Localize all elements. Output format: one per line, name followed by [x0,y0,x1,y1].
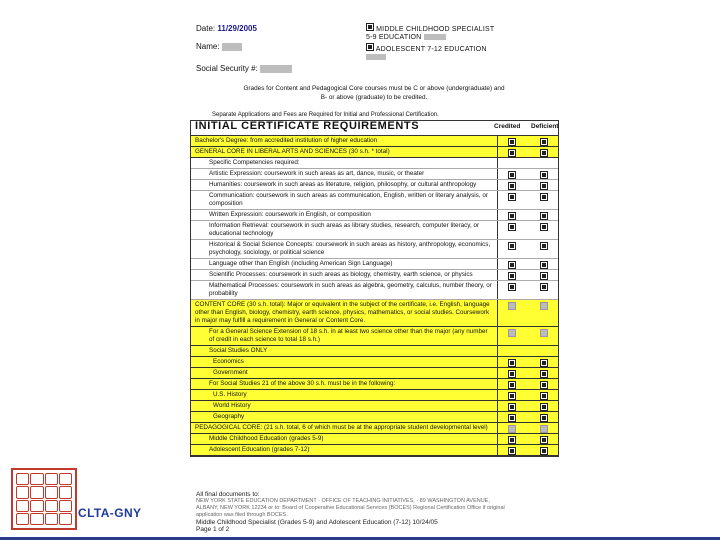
table-row [191,169,558,180]
requirement-text: Artistic Expression: coursework in such areas as art, dance, music, or theater [209,170,425,177]
status-cells [497,401,558,411]
checkbox-icon[interactable] [366,23,374,31]
requirement-text: PEDAGOGICAL CORE: (21 s.h. total, 6 of which must be at the appropriate student developmental level) [195,424,488,431]
requirement-text: Information Retrieval: coursework in such areas as library studies, research, computer literacy, or educational technology [209,222,480,237]
table-row [191,259,558,270]
requirement-text: Written Expression: coursework in English, or composition [209,211,371,218]
deficient-checkbox-icon[interactable] [540,414,548,422]
table-title-row [191,121,558,136]
credited-checkbox-icon[interactable] [508,436,516,444]
document-footer [196,491,556,533]
status-cells [497,281,558,299]
table-body [191,136,558,456]
requirements-table [190,120,559,457]
status-cells [497,136,558,146]
checkbox-label-1a: MIDDLE CHILDHOOD SPECIALIST [376,26,495,33]
fees-note: Separate Applications and Fees are Required for Initial and Professional Certification. [212,112,439,118]
status-cells [497,412,558,422]
page-number: Page 1 of 2 [196,526,230,533]
requirement-text: Social Studies ONLY [209,347,268,354]
status-cells [497,434,558,444]
credited-checkbox-icon[interactable] [508,370,516,378]
requirement-text: Geography [213,413,245,420]
status-cells [497,158,558,168]
footer-line2: NEW YORK STATE EDUCATION DEPARTMENT · OFFICE OF TEACHING INITIATIVES, · 89 WASHINGTON AVENUE, [196,498,490,504]
status-cells [497,270,558,280]
date-value: 11/29/2005 [217,24,257,33]
requirement-text: Government [213,369,248,376]
requirement-text: U.S. History [213,391,247,398]
deficient-checkbox-icon[interactable] [540,359,548,367]
table-row [191,240,558,259]
status-cells [497,368,558,378]
checkbox-label-1b: 5-9 EDUCATION [366,34,422,41]
requirement-text: Economics [213,358,244,365]
table-row [191,423,558,434]
deficient-checkbox-icon[interactable] [540,370,548,378]
credited-checkbox-icon[interactable] [508,242,516,250]
status-cells [497,221,558,239]
ssn-field [196,64,292,73]
status-cells [497,327,558,345]
footer-line5: Middle Childhood Specialist (Grades 5-9) and Adolescent Education (7-12) 10/24/05 [196,519,438,526]
credited-checkbox-icon[interactable] [508,182,516,190]
deficient-checkbox-icon[interactable] [540,381,548,389]
status-cells [497,390,558,400]
deficient-checkbox-icon[interactable] [540,261,548,269]
deficient-checkbox-icon[interactable] [540,193,548,201]
credited-checkbox-icon[interactable] [508,171,516,179]
credited-checkbox-icon[interactable] [508,212,516,220]
credited-checkbox-icon[interactable] [508,193,516,201]
table-row [191,327,558,346]
table-row [191,281,558,300]
redacted-name [222,43,242,51]
requirement-text: Middle Childhood Education (grades 5-9) [209,435,324,442]
table-row [191,147,558,158]
deficient-checkbox-icon[interactable] [540,212,548,220]
name-field [196,42,242,51]
requirement-text: Scientific Processes: coursework in such areas as biology, chemistry, earth science, or physics [209,271,473,278]
checkbox-label-2: ADOLESCENT 7-12 EDUCATION [375,46,487,53]
status-cells [497,210,558,220]
status-cells [497,180,558,190]
table-row [191,401,558,412]
checkbox-icon[interactable] [366,43,374,51]
deficient-checkbox-icon[interactable] [540,447,548,455]
credited-checkbox-icon[interactable] [508,447,516,455]
deficient-checkbox-icon[interactable] [540,138,548,146]
credited-checkbox-icon[interactable] [508,223,516,231]
name-label: Name: [196,42,220,51]
credited-checkbox-icon[interactable] [508,149,516,157]
table-row [191,412,558,423]
footer-line4: application was filed through BOCES. [196,512,288,518]
credited-checkbox-icon[interactable] [508,425,516,433]
status-cells [497,169,558,179]
credited-checkbox-icon[interactable] [508,381,516,389]
requirement-text: GENERAL CORE IN LIBERAL ARTS AND SCIENCES (30 s.h. * total) [195,148,390,155]
table-row [191,434,558,445]
table-row [191,180,558,191]
deficient-checkbox-icon[interactable] [540,272,548,280]
footer-line3: ALBANY, NEW YORK 12234 or to: Board of Cooperative Educational Services (BOCES) Regional Certification Office if original [196,505,505,511]
document-page [190,20,560,540]
status-cells [497,191,558,209]
red-seal-logo-icon [11,468,77,530]
grades-note-line1: Grades for Content and Pedagogical Core courses must be C or above (undergraduate) and [243,85,505,92]
deficient-checkbox-icon[interactable] [540,182,548,190]
table-title: INITIAL CERTIFICATE REQUIREMENTS [195,120,420,132]
requirement-text: For Social Studies 21 of the above 30 s.h. must be in the following: [209,380,396,387]
credited-checkbox-icon[interactable] [508,414,516,422]
requirement-text: CONTENT CORE (30 s.h. total): Major or equivalent in the subject of the certificate, i.e. English, language other than English, biology, chemistry, earth science, physics, mathematics, or social studies. Coursework in major may fulfill a requirement in General or Content Core. [195,301,490,324]
redacted-ssn [260,65,292,73]
deficient-checkbox-icon[interactable] [540,149,548,157]
requirement-text: World History [213,402,251,409]
table-row [191,346,558,357]
table-row [191,379,558,390]
deficient-checkbox-icon[interactable] [540,242,548,250]
deficient-checkbox-icon[interactable] [540,283,548,291]
requirement-text: Communication: coursework in such areas as communication, English, written or literary analysis, or composition [209,192,488,207]
deficient-checkbox-icon[interactable] [540,302,548,310]
credited-checkbox-icon[interactable] [508,261,516,269]
requirement-text: Specific Competencies required: [209,159,300,166]
grades-note-line2: B- or above (graduate) to be credited. [320,94,428,101]
credited-checkbox-icon[interactable] [508,329,516,337]
status-cells [497,346,558,356]
credited-checkbox-icon[interactable] [508,359,516,367]
table-row [191,368,558,379]
table-row [191,210,558,221]
grades-note [198,84,550,102]
col-credited-header: Credited [494,123,521,130]
requirement-text: For a General Science Extension of 18 s.h. in at least two science other than the major (any number of credit in each science to total 18 s.h.) [209,328,488,343]
status-cells [497,445,558,455]
deficient-checkbox-icon[interactable] [540,329,548,337]
footer-line1: All final documents to: [196,491,260,498]
status-cells [497,423,558,433]
table-row [191,158,558,169]
credited-checkbox-icon[interactable] [508,403,516,411]
date-field [196,24,257,33]
status-cells [497,240,558,258]
status-cells [497,357,558,367]
status-cells [497,259,558,269]
requirement-text: Mathematical Processes: coursework in such areas as algebra, geometry, calculus, number theory, or probability [209,282,492,297]
table-row [191,221,558,240]
deficient-checkbox-icon[interactable] [540,436,548,444]
credited-checkbox-icon[interactable] [508,283,516,291]
organization-logo-text: CLTA-GNY [78,506,142,520]
col-deficient-header: Deficient [531,123,559,130]
requirement-text: Language other than English (including American Sign Language) [209,260,393,267]
credited-checkbox-icon[interactable] [508,392,516,400]
table-row [191,136,558,147]
table-row [191,357,558,368]
ssn-label: Social Security #: [196,64,258,73]
checkbox-middle-childhood-line2 [366,33,446,42]
requirement-text: Humanities: coursework in such areas as literature, religion, philosophy, or cultural anthropology [209,181,477,188]
redacted-block-2 [366,53,386,62]
deficient-checkbox-icon[interactable] [540,403,548,411]
deficient-checkbox-icon[interactable] [540,171,548,179]
table-row [191,300,558,327]
credited-checkbox-icon[interactable] [508,302,516,310]
status-cells [497,379,558,389]
deficient-checkbox-icon[interactable] [540,223,548,231]
requirement-text: Bachelor's Degree: from accredited institution of higher education [195,137,378,144]
status-cells [497,147,558,157]
deficient-checkbox-icon[interactable] [540,425,548,433]
requirement-text: Historical & Social Science Concepts: coursework in such areas as history, anthropology, economics, psychology, sociology, or political science [209,241,491,256]
table-row [191,390,558,401]
table-row [191,445,558,456]
credited-checkbox-icon[interactable] [508,272,516,280]
redacted-block [424,34,446,40]
table-row [191,270,558,281]
credited-checkbox-icon[interactable] [508,138,516,146]
table-row [191,191,558,210]
redacted-block [366,54,386,60]
date-label: Date: [196,24,216,33]
status-cells [497,300,558,326]
requirement-text: Adolescent Education (grades 7-12) [209,446,310,453]
deficient-checkbox-icon[interactable] [540,392,548,400]
